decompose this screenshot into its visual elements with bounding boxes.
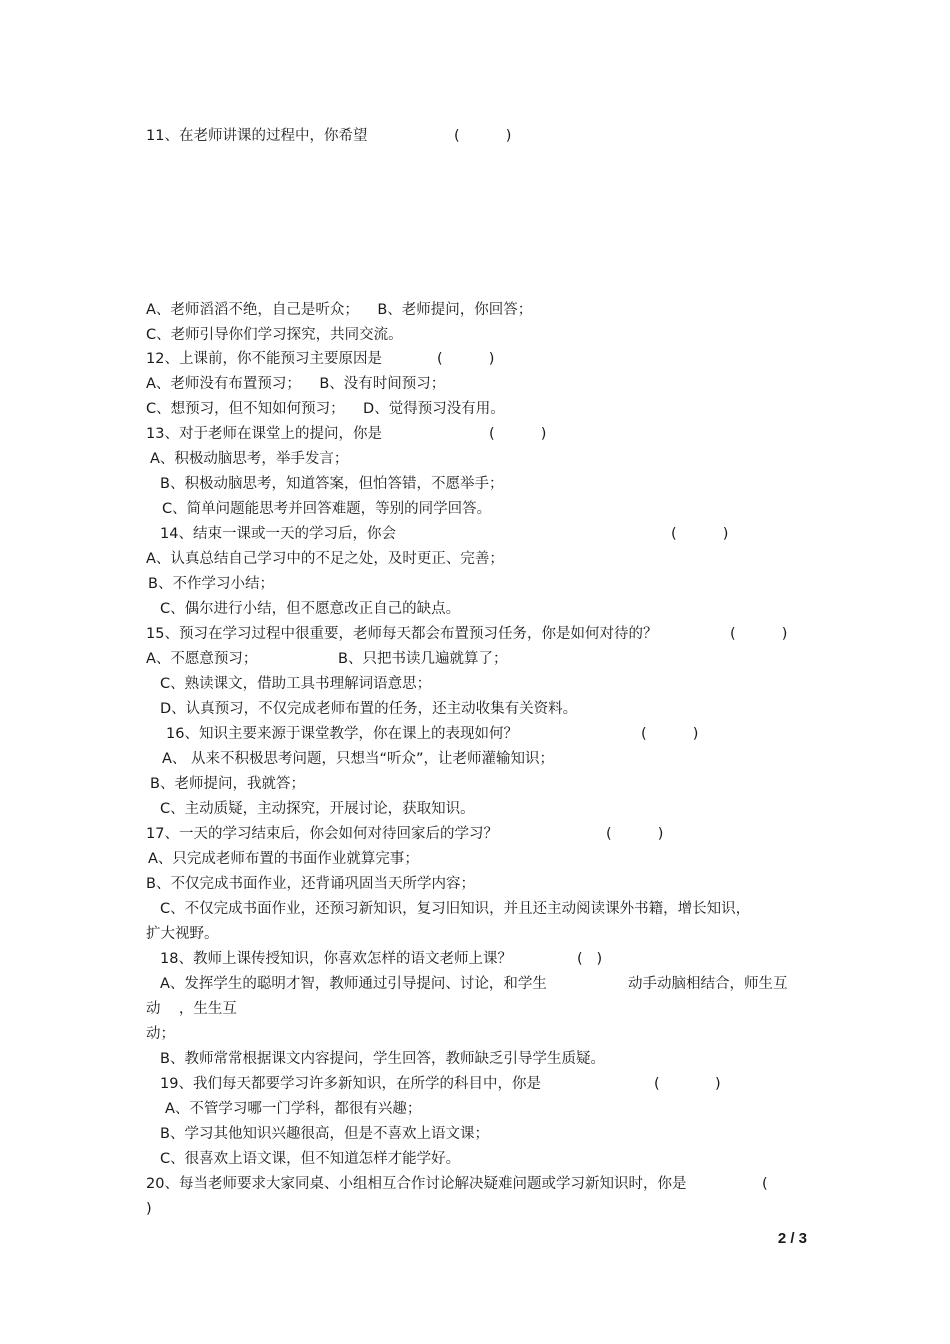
text-line: C、不仅完成书面作业，还预习新知识，复习旧知识，并且还主动阅读课外书籍，增长知识， [160, 901, 751, 917]
page-number: 2 / 3 [777, 1230, 807, 1247]
text-line: A、不管学习哪一门学科，都很有兴趣； [165, 1101, 422, 1117]
text-line: ( ) [437, 351, 495, 367]
text-line: 17、一天的学习结束后，你会如何对待回家后的学习？ [146, 826, 498, 842]
text-line: 15、预习在学习过程中很重要，老师每天都会布置预习任务，你是如何对待的？ [146, 626, 658, 642]
text-line: ( ) [454, 128, 512, 144]
text-line: C、想预习，但不知如何预习； D、觉得预习没有用。 [146, 401, 505, 417]
text-line: A、 从来不积极思考问题，只想当“听众”，让老师灌输知识； [162, 751, 555, 767]
text-line: A、发挥学生的聪明才智，教师通过引导提问、讨论，和学生 [160, 976, 547, 992]
text-line: C、主动质疑，主动探究，开展讨论，获取知识。 [160, 801, 475, 817]
text-line: 18、教师上课传授知识，你喜欢怎样的语文老师上课？ [160, 951, 512, 967]
text-line: ( [762, 1176, 768, 1192]
text-line: ( ) [671, 526, 729, 542]
text-line: 19、我们每天都要学习许多新知识，在所学的科目中，你是 [160, 1076, 541, 1092]
text-line: ( ) [577, 951, 603, 967]
text-line: 动手动脑相结合，师生互 [628, 976, 788, 992]
text-line: B、不作学习小结； [148, 576, 274, 592]
text-line: 14、结束一课或一天的学习后，你会 [160, 526, 396, 542]
text-line: D、认真预习，不仅完成老师布置的任务，还主动收集有关资料。 [160, 701, 578, 717]
text-line: 13、对于老师在课堂上的提问，你是 [146, 426, 382, 442]
text-line: B、教师常常根据课文内容提问，学生回答，教师缺乏引导学生质疑。 [160, 1051, 605, 1067]
text-line: B、学习其他知识兴趣很高，但是不喜欢上语文课； [160, 1126, 489, 1142]
text-line: C、很喜欢上语文课，但不知道怎样才能学好。 [160, 1151, 461, 1167]
text-line: 16、知识主要来源于课堂教学，你在课上的表现如何？ [166, 726, 518, 742]
text-line: A、只完成老师布置的书面作业就算完事； [148, 851, 419, 867]
text-line: 12、上课前，你不能预习主要原因是 [146, 351, 382, 367]
text-line: B、老师提问，我就答； [150, 776, 305, 792]
text-line: ( ) [654, 1076, 721, 1092]
text-line: C、简单问题能思考并回答难题，等别的同学回答。 [162, 501, 492, 517]
text-line: C、熟读课文，借助工具书理解词语意思； [160, 676, 432, 692]
text-line: 扩大视野。 [146, 926, 219, 942]
text-line: ( ) [606, 826, 664, 842]
text-line: ) [146, 1201, 152, 1217]
text-line: ( ) [730, 626, 788, 642]
text-line: ( ) [641, 726, 699, 742]
text-line: 动 ，生生互 [146, 1001, 237, 1017]
text-line: B、不仅完成书面作业，还背诵巩固当天所学内容； [146, 876, 475, 892]
text-line: A、老师滔滔不绝，自己是听众； B、老师提问，你回答； [146, 302, 533, 318]
text-line: A、不愿意预习； [146, 651, 258, 667]
text-line: C、老师引导你们学习探究，共同交流。 [146, 327, 403, 343]
text-line: C、偶尔进行小结，但不愿意改正自己的缺点。 [160, 601, 461, 617]
text-line: 动； [146, 1026, 175, 1042]
text-line: A、积极动脑思考，举手发言； [150, 451, 349, 467]
text-line: ( ) [489, 426, 547, 442]
text-line: 11、在老师讲课的过程中，你希望 [146, 128, 368, 144]
text-line: A、老师没有布置预习； B、没有时间预习； [146, 376, 446, 392]
text-line: 20、每当老师要求大家同桌、小组相互合作讨论解决疑难问题或学习新知识时，你是 [146, 1176, 687, 1192]
text-line: A、认真总结自己学习中的不足之处，及时更正、完善； [146, 551, 504, 567]
text-line: B、积极动脑思考，知道答案，但怕答错，不愿举手； [160, 476, 504, 492]
text-line: B、只把书读几遍就算了； [338, 651, 508, 667]
